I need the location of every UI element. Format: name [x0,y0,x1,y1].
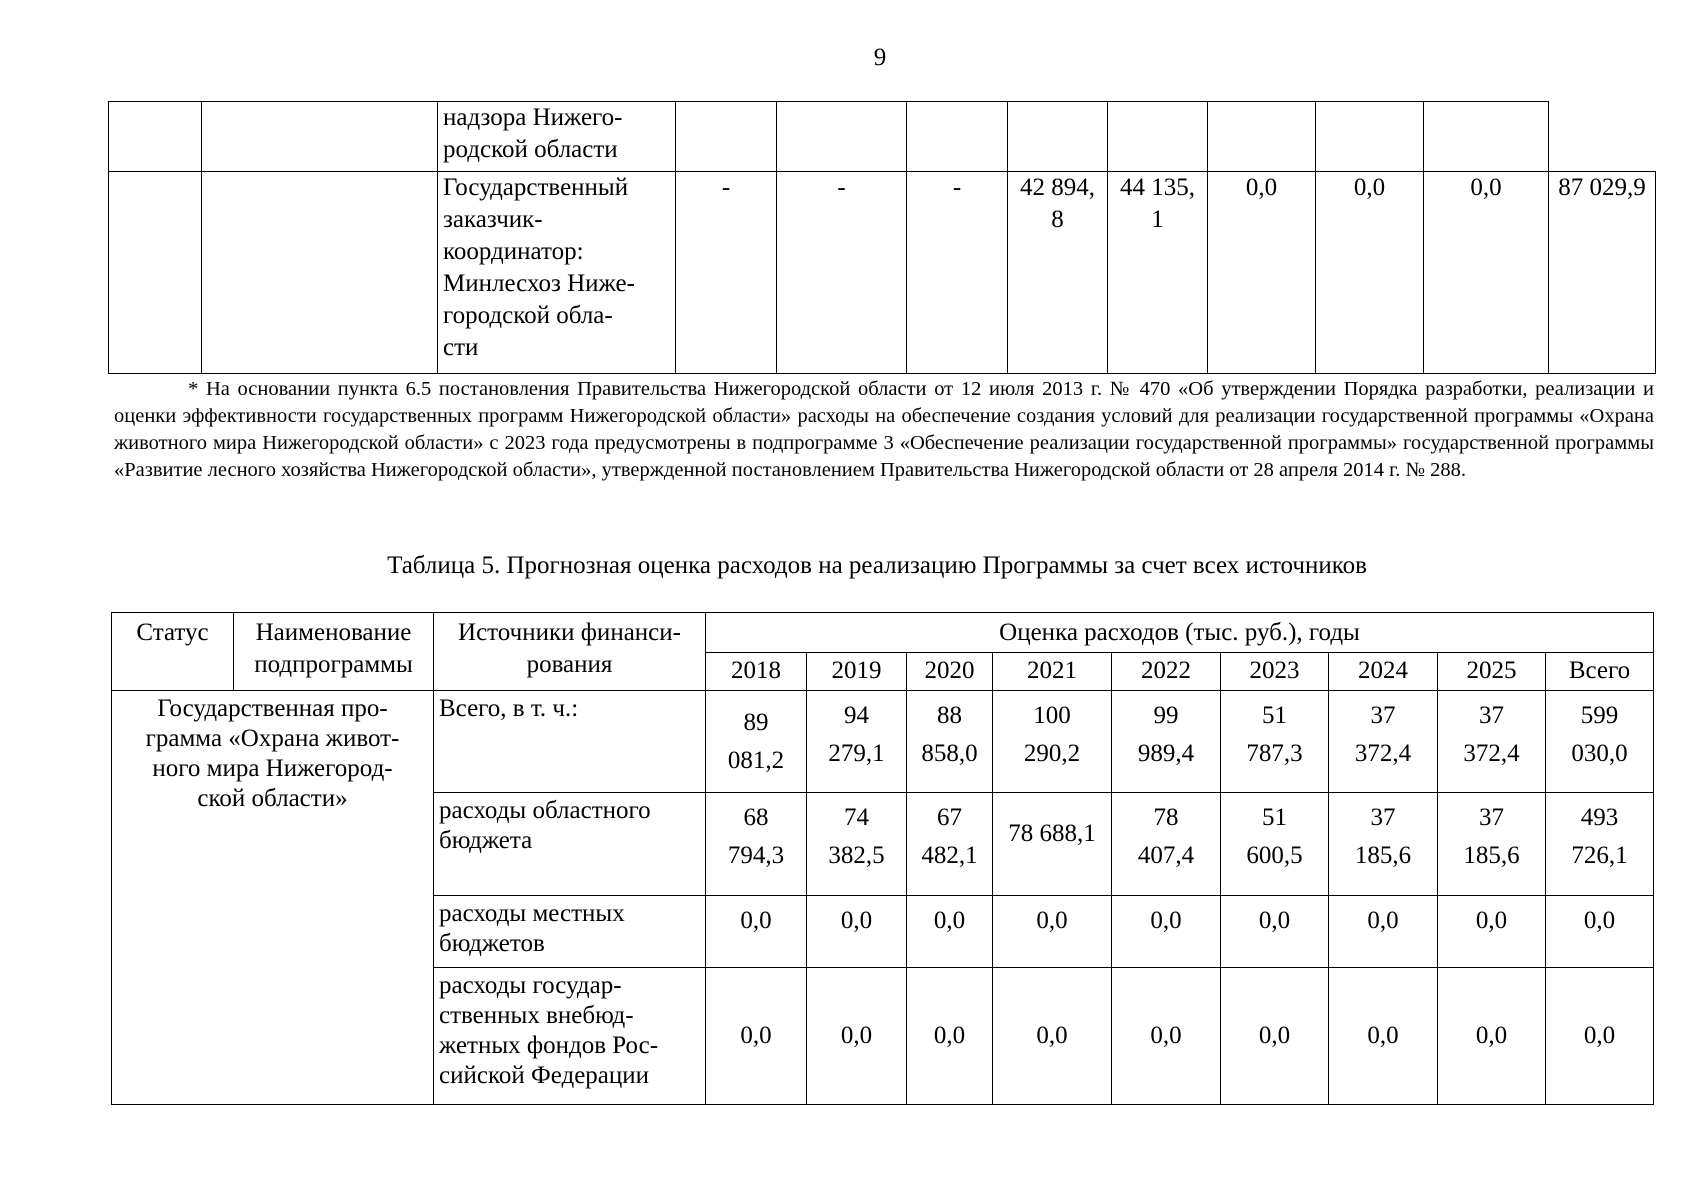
value-text: 0,0 [1036,1022,1068,1049]
table-cell [109,172,202,374]
table-cell [109,102,202,172]
header-year-text: Всего [1568,657,1631,684]
header-year-text: 2020 [924,657,975,684]
value-text: - [952,174,962,201]
header-year-text: 2019 [831,657,882,684]
header-estimate-text: Оценка расходов (тыс. руб.), годы [999,619,1360,646]
header-year [807,653,907,691]
source-text: расходы областного бюджета [439,797,651,854]
value-cell [907,896,993,968]
header-year [993,653,1112,691]
table-row [109,102,1656,172]
value-text: 0,0 [1150,1022,1182,1049]
header-year-text: 2024 [1358,657,1408,684]
page-number: 9 [873,44,887,71]
source-cell [438,102,676,172]
value-cell [807,968,907,1105]
value-cell [1438,793,1546,896]
status-cell [112,691,434,1105]
value-cell [1438,968,1546,1105]
value-cell [1316,172,1424,374]
value-text: 74 382,5 [828,804,885,869]
value-text: 0,0 [1470,174,1502,201]
source-text: надзора Нижего- родской области [443,104,623,163]
value-text: 0,0 [840,1022,873,1049]
value-cell [1221,691,1329,793]
value-text: 599 030,0 [1571,702,1628,767]
source-cell [434,896,706,968]
value-cell [1546,793,1654,896]
value-text: 44 135, 1 [1120,174,1195,233]
value-cell [1438,691,1546,793]
value-cell [1108,172,1208,374]
header-year-text: 2022 [1141,657,1191,684]
table-row [112,691,1654,793]
value-cell [1008,172,1108,374]
header-sources-text: Источники финанси- рования [458,619,681,678]
header-year-text: 2021 [1027,657,1077,684]
value-text: 0,0 [1367,907,1399,934]
value-text: 78 688,1 [1008,820,1096,847]
value-cell [706,896,807,968]
value-cell [993,691,1112,793]
table-cell [676,102,777,172]
value-text: 0,0 [1258,1022,1291,1049]
value-text: 0,0 [740,907,772,934]
value-cell [1208,172,1316,374]
value-text: 67 482,1 [921,804,978,869]
header-year [1438,653,1546,691]
header-status-text: Статус [136,619,209,646]
value-text: 0,0 [1475,1022,1508,1049]
value-text: 99 989,4 [1137,702,1195,767]
value-text: 37 372,4 [1354,702,1412,767]
value-text: 0,0 [933,1022,966,1049]
value-cell [1546,968,1654,1105]
table-cell [1208,102,1316,172]
value-text: 0,0 [740,1022,772,1049]
header-year-total [1546,653,1654,691]
value-cell [807,896,907,968]
value-text: 0,0 [1150,907,1182,934]
value-text: 37 185,6 [1354,804,1412,869]
value-cell [1424,172,1549,374]
value-cell [1546,691,1654,793]
source-text: расходы местных бюджетов [439,900,625,957]
value-text: 100 290,2 [1023,702,1081,767]
continuation-table [108,101,1656,374]
value-cell [1329,691,1438,793]
footnote: * На основании пункта 6.5 постановления Правительства Нижегородской области от 12 июля 2013 г. № 470 «Об утверждении Порядка разработки, реализации и оценки эффективности государственных программ Нижегородской области» расходы на обеспечение создания условий для реализации государственной программы «Охрана животного мира Нижегородской области» с 2023 года предусмотрены в подпрограмме 3 «Обеспечение реализации государственной программы» государственной программы «Развитие лесного хозяйства Нижегородской области», утвержденной постановлением Правительства Нижегородской области от 28 апреля 2014 г. № 288. [114,378,1654,481]
value-cell [777,172,907,374]
table-cell [777,102,907,172]
value-text: 0,0 [1583,1022,1616,1049]
value-text: 87 029,9 [1558,174,1646,201]
header-year-text: 2023 [1249,657,1300,684]
table-cell [907,102,1008,172]
value-cell [993,968,1112,1105]
value-text: 0,0 [1583,907,1616,934]
header-subprogram-text: Наименование подпрограммы [254,619,413,678]
value-cell [1329,968,1438,1105]
table-row [109,172,1656,374]
source-text: расходы государ- ственных внебюд- жетных фондов Рос- сийской Федерации [439,972,659,1089]
value-cell [1329,793,1438,896]
value-cell [1112,896,1221,968]
header-subprogram [234,613,434,691]
value-text: 78 407,4 [1137,804,1195,869]
value-cell [807,793,907,896]
value-cell [807,691,907,793]
value-text: 51 787,3 [1246,702,1303,767]
value-text: - [721,174,731,201]
value-text: 0,0 [1475,907,1508,934]
value-text: - [837,174,846,201]
value-text: 0,0 [840,907,873,934]
value-text: 51 600,5 [1246,804,1303,869]
value-text: 37 185,6 [1463,804,1520,869]
header-year [1329,653,1438,691]
value-cell [907,968,993,1105]
value-cell [993,793,1112,896]
value-text: 42 894, 8 [1020,174,1095,233]
value-text: 0,0 [1353,174,1386,201]
header-year-text: 2025 [1466,657,1517,684]
main-table [111,612,1654,1105]
table-cell [1424,102,1549,172]
value-cell [907,793,993,896]
value-cell [1221,793,1329,896]
source-cell [438,172,676,374]
value-cell [1112,968,1221,1105]
status-text: Государственная про- грамма «Охрана живот- ного мира Нижегород- ской области» [145,695,400,812]
value-cell [907,691,993,793]
value-cell [676,172,777,374]
source-cell [434,793,706,896]
header-sources [434,613,706,691]
value-cell [1112,691,1221,793]
source-cell [434,691,706,793]
source-text: Всего, в т. ч.: [439,695,579,722]
header-year [1112,653,1221,691]
value-text: 0,0 [933,907,966,934]
value-cell [1546,896,1654,968]
value-cell [993,896,1112,968]
value-text: 0,0 [1367,1022,1399,1049]
header-year [907,653,993,691]
table-caption: Таблица 5. Прогнозная оценка расходов на реализацию Программы за счет всех источников [387,552,1367,579]
value-cell [1221,896,1329,968]
value-text: 89 081,2 [727,708,785,774]
table-cell [202,102,438,172]
header-estimate [706,613,1654,653]
table-cell [1316,102,1424,172]
value-text: 37 372,4 [1463,702,1520,767]
header-year [706,653,807,691]
value-cell [706,793,807,896]
value-cell [1438,896,1546,968]
header-year-text: 2018 [731,657,781,684]
value-cell [706,968,807,1105]
value-cell [706,691,807,793]
source-cell [434,968,706,1105]
value-text: 94 279,1 [828,702,885,767]
header-year [1221,653,1329,691]
value-text: 0,0 [1258,907,1291,934]
value-cell [1549,172,1656,374]
value-text: 0,0 [1245,174,1278,201]
header-row [112,613,1654,653]
value-cell [1112,793,1221,896]
value-text: 0,0 [1036,907,1068,934]
source-text: Государственный заказчик- координатор: Минлесхоз Ниже- городской обла- сти [443,174,635,361]
table-cell [202,172,438,374]
table-cell [1108,102,1208,172]
value-text: 68 794,3 [727,804,785,869]
value-text: 493 726,1 [1571,804,1628,869]
value-text: 88 858,0 [921,702,978,767]
value-cell [1221,968,1329,1105]
table-cell [1008,102,1108,172]
header-status [112,613,234,691]
value-cell [907,172,1008,374]
value-cell [1329,896,1438,968]
